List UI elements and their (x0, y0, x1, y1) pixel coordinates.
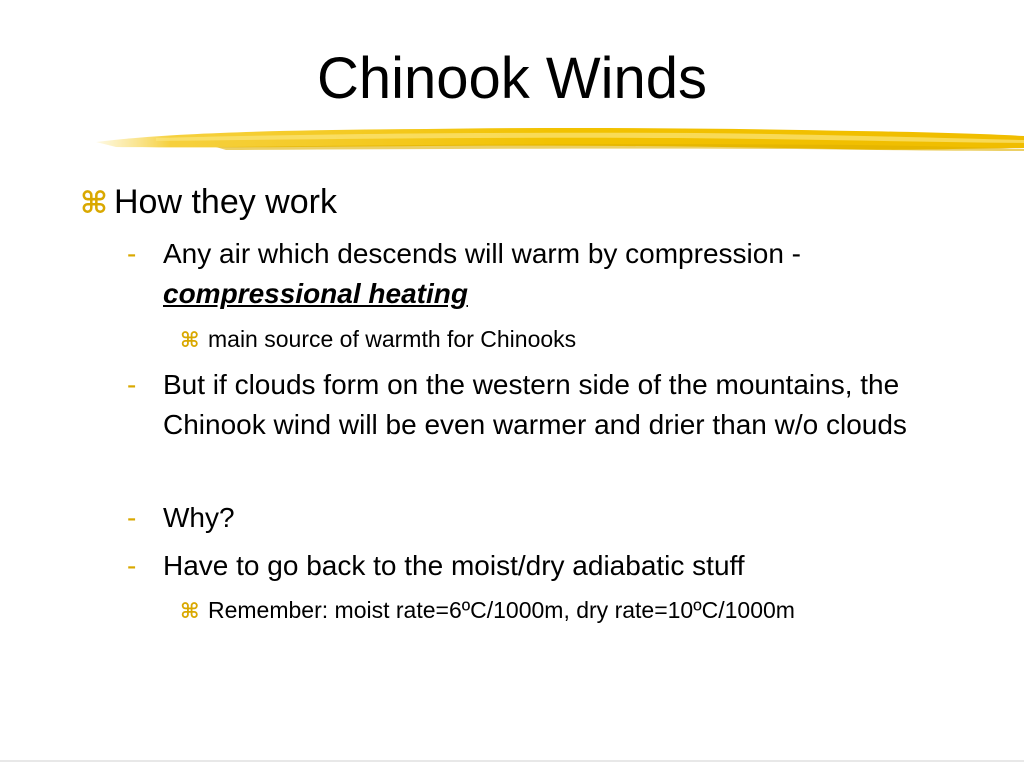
slide-title: Chinook Winds (316, 46, 708, 111)
bullet-text: How they work (114, 183, 337, 221)
bullet-level2-clouds (127, 365, 987, 445)
bullet-text: Remember: moist rate=6ºC/1000m, dry rate=10ºC/1000m (208, 597, 795, 623)
command-key-icon: ⌘ (180, 328, 200, 352)
command-key-icon: ⌘ (80, 186, 108, 221)
bullet-level2-adiabatic (127, 546, 987, 586)
command-key-icon: ⌘ (180, 599, 200, 623)
dash-bullet: - (127, 550, 137, 581)
bullet-text: Have to go back to the moist/dry adiabatic stuff (163, 550, 745, 581)
dash-bullet: - (127, 238, 137, 269)
dash-bullet: - (127, 502, 137, 533)
bullet-level3-warmth-source (180, 323, 576, 356)
bullet-level2-compression (127, 234, 987, 314)
bullet-level3-rates (180, 594, 795, 627)
bullet-level2-why (127, 498, 987, 538)
emphasized-term: compressional heating (163, 278, 468, 309)
bullet-text: But if clouds form on the western side of the mountains, the Chinook wind will be even warmer and drier than w/o clouds (163, 369, 907, 440)
bottom-divider (0, 760, 1024, 762)
bullet-text: main source of warmth for Chinooks (208, 326, 577, 352)
dash-bullet: - (127, 369, 137, 400)
bullet-text: Why? (163, 502, 235, 533)
bullet-level1-how-they-work (80, 180, 337, 226)
bullet-text: Any air which descends will warm by compression - (163, 238, 801, 269)
